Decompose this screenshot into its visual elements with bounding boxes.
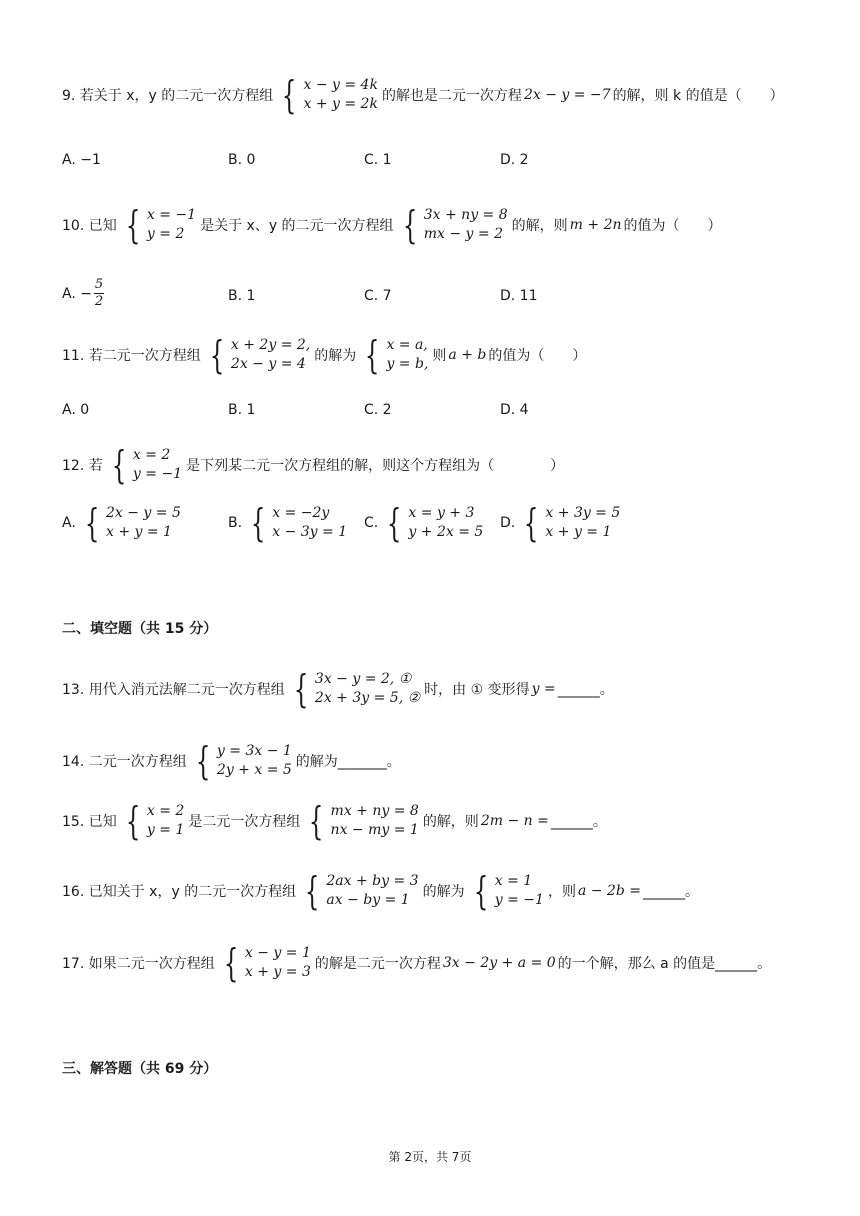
q13-system	[289, 667, 421, 711]
q13-eq2: 2x + 3y = 5, ②	[314, 690, 421, 706]
q10-option-b: B. 1	[228, 288, 256, 304]
brace-icon: {	[524, 501, 539, 545]
q13-expr: y =	[531, 681, 556, 697]
q13-suffix: 时，由 ① 变形得	[424, 682, 530, 698]
q9-option-b: B. 0	[228, 152, 256, 168]
q11-mid: 的解为	[314, 348, 357, 364]
q14-eq2: 2y + x = 5	[216, 762, 292, 778]
q15-solution-system	[121, 799, 185, 843]
q17-prefix: 17. 如果二元一次方程组	[62, 956, 215, 972]
q11-option-a: A. 0	[62, 402, 90, 418]
q12-option-c	[364, 500, 487, 546]
question-16	[62, 868, 699, 914]
q10-prefix: 10. 已知	[62, 218, 117, 234]
q10-mid: 是关于 x、y 的二元一次方程组	[200, 218, 394, 234]
q11-option-d: D. 4	[500, 402, 529, 418]
q15-prefix: 15. 已知	[62, 814, 117, 830]
q9-option-c: C. 1	[364, 152, 392, 168]
brace-icon: {	[282, 73, 297, 117]
question-11	[62, 332, 586, 378]
q13-eq1: 3x − y = 2, ①	[314, 671, 412, 687]
q12-option-a-label: A.	[62, 515, 76, 531]
q12-prefix: 12. 若	[62, 458, 103, 474]
q9-option-d: D. 2	[500, 152, 529, 168]
q12-option-a-system	[80, 501, 181, 545]
q9-mid: 的解也是二元一次方程	[381, 88, 522, 104]
q12-a-eq1: 2x − y = 5	[105, 505, 181, 521]
q10-solution-system	[121, 203, 197, 247]
q12-b-eq2: x − 3y = 1	[272, 524, 348, 540]
brace-icon: {	[293, 667, 309, 711]
q9-prefix: 9. 若关于 x，y 的二元一次方程组	[62, 88, 274, 104]
q12-d-eq1: x + 3y = 5	[545, 505, 621, 521]
question-10	[62, 202, 722, 248]
q12-solution-system	[107, 443, 183, 487]
q11-prefix: 11. 若二元一次方程组	[62, 348, 201, 364]
q16-mid: 的解为	[422, 884, 465, 900]
q14-suffix: 的解为_______。	[295, 754, 401, 770]
q12-option-b-system	[246, 501, 348, 545]
brace-icon: {	[125, 799, 141, 843]
q15-system	[304, 799, 419, 843]
q15-sol2: y = 1	[146, 822, 185, 838]
q14-eq1: y = 3x − 1	[216, 743, 292, 759]
q16-prefix: 16. 已知关于 x，y 的二元一次方程组	[62, 884, 297, 900]
brace-icon: {	[195, 739, 211, 783]
q12-sol2: y = −1	[132, 466, 183, 482]
q16-mid2: ，则	[547, 884, 576, 900]
q12-suffix: 是下列某二元一次方程组的解，则这个方程组为（ ）	[186, 458, 565, 474]
q10-option-a-fraction	[94, 278, 104, 309]
q10-system	[398, 203, 508, 247]
question-14	[62, 738, 401, 784]
q17-eq1: x − y = 1	[244, 945, 311, 961]
q12-b-eq1: x = −2y	[272, 505, 330, 521]
q11-system	[205, 333, 311, 377]
q11-eq1: x + 2y = 2,	[230, 337, 311, 353]
brace-icon: {	[250, 501, 266, 545]
question-17	[62, 940, 771, 986]
brace-icon: {	[209, 333, 225, 377]
q10-eq2: mx − y = 2	[423, 226, 503, 242]
q10-option-a-label: A. −	[62, 285, 92, 302]
q12-option-b-label: B.	[228, 515, 243, 531]
q15-mid: 是二元一次方程组	[188, 814, 301, 830]
fraction-numerator: 5	[94, 277, 104, 292]
brace-icon: {	[111, 443, 127, 487]
q16-eq2: ax − by = 1	[326, 892, 410, 908]
q12-option-b	[228, 500, 351, 546]
q16-sol2: y = −1	[494, 892, 544, 908]
q10-option-c: C. 7	[364, 288, 392, 304]
q10-option-d: D. 11	[500, 288, 538, 304]
brace-icon: {	[223, 941, 239, 985]
q11-solution-system	[360, 333, 429, 377]
question-13	[62, 666, 614, 712]
q10-mid2: 的解，则	[511, 218, 568, 234]
q15-eq2: nx − my = 1	[330, 822, 419, 838]
q12-a-eq2: x + y = 1	[105, 524, 172, 540]
q9-system	[277, 73, 378, 117]
q17-system	[219, 941, 311, 985]
q11-sol1: x = a,	[386, 337, 428, 353]
q12-option-d	[500, 500, 624, 546]
q10-suffix: 的值为（ ）	[623, 218, 722, 234]
brace-icon: {	[365, 333, 380, 377]
q15-expr: 2m − n =	[480, 813, 549, 829]
section-answer-title: 三、解答题（共 69 分）	[62, 1061, 218, 1077]
q15-eq1: mx + ny = 8	[330, 803, 419, 819]
q16-expr: a − 2b =	[577, 883, 641, 899]
question-15	[62, 798, 607, 844]
q12-option-c-system	[382, 501, 484, 545]
q11-option-b: B. 1	[228, 402, 256, 418]
fraction-denominator: 2	[94, 294, 104, 309]
q16-sol1: x = 1	[494, 873, 533, 889]
brace-icon: {	[473, 869, 488, 913]
q16-solution-system	[469, 869, 544, 913]
brace-icon: {	[387, 501, 402, 545]
q12-option-c-label: C.	[364, 515, 379, 531]
q12-option-d-system	[519, 501, 621, 545]
q15-sol1: x = 2	[146, 803, 185, 819]
q12-c-eq2: y + 2x = 5	[408, 524, 484, 540]
q17-mid: 的解是二元一次方程	[314, 956, 441, 972]
q14-system	[191, 739, 292, 783]
q11-expr: a + b	[448, 347, 487, 363]
q17-equation: 3x − 2y + a = 0	[442, 955, 556, 971]
q11-option-c: C. 2	[364, 402, 392, 418]
q15-blank: ______。	[550, 814, 607, 830]
q11-suffix: 的值为（ ）	[488, 348, 587, 364]
q10-expr: m + 2n	[569, 217, 622, 233]
brace-icon: {	[84, 501, 100, 545]
page-number: 第 2页，共 7页	[388, 1150, 472, 1164]
q12-option-d-label: D.	[500, 515, 516, 531]
q14-prefix: 14. 二元一次方程组	[62, 754, 187, 770]
brace-icon: {	[305, 869, 320, 913]
q13-blank: ______。	[557, 682, 614, 698]
q11-mid2: 则	[432, 348, 447, 364]
q10-sol1: x = −1	[146, 207, 197, 223]
section-fill-in-title: 二、填空题（共 15 分）	[62, 621, 218, 637]
q10-sol2: y = 2	[146, 226, 185, 242]
brace-icon: {	[125, 203, 141, 247]
q9-option-a: A. −1	[62, 152, 101, 168]
q9-equation: 2x − y = −7	[523, 87, 611, 103]
brace-icon: {	[309, 799, 324, 843]
q16-system	[300, 869, 419, 913]
q9-eq2: x + y = 2k	[303, 96, 378, 112]
q11-eq2: 2x − y = 4	[230, 356, 306, 372]
q12-d-eq2: x + y = 1	[545, 524, 612, 540]
question-9	[62, 72, 784, 118]
q11-sol2: y = b,	[386, 356, 429, 372]
q16-blank: ______。	[642, 884, 699, 900]
q10-eq1: 3x + ny = 8	[423, 207, 508, 223]
q10-option-a	[62, 278, 104, 309]
q9-suffix: 的解，则 k 的值是（ ）	[612, 88, 784, 104]
q9-eq1: x − y = 4k	[303, 77, 378, 93]
q12-c-eq1: x = y + 3	[408, 505, 475, 521]
q12-sol1: x = 2	[132, 447, 171, 463]
q17-eq2: x + y = 3	[244, 964, 311, 980]
q16-eq1: 2ax + by = 3	[326, 873, 419, 889]
question-12	[62, 442, 564, 488]
q15-mid2: 的解，则	[422, 814, 479, 830]
q17-suffix: 的一个解，那么 a 的值是______。	[557, 956, 772, 972]
q12-option-a	[62, 500, 185, 546]
q13-prefix: 13. 用代入消元法解二元一次方程组	[62, 682, 285, 698]
brace-icon: {	[402, 203, 417, 247]
